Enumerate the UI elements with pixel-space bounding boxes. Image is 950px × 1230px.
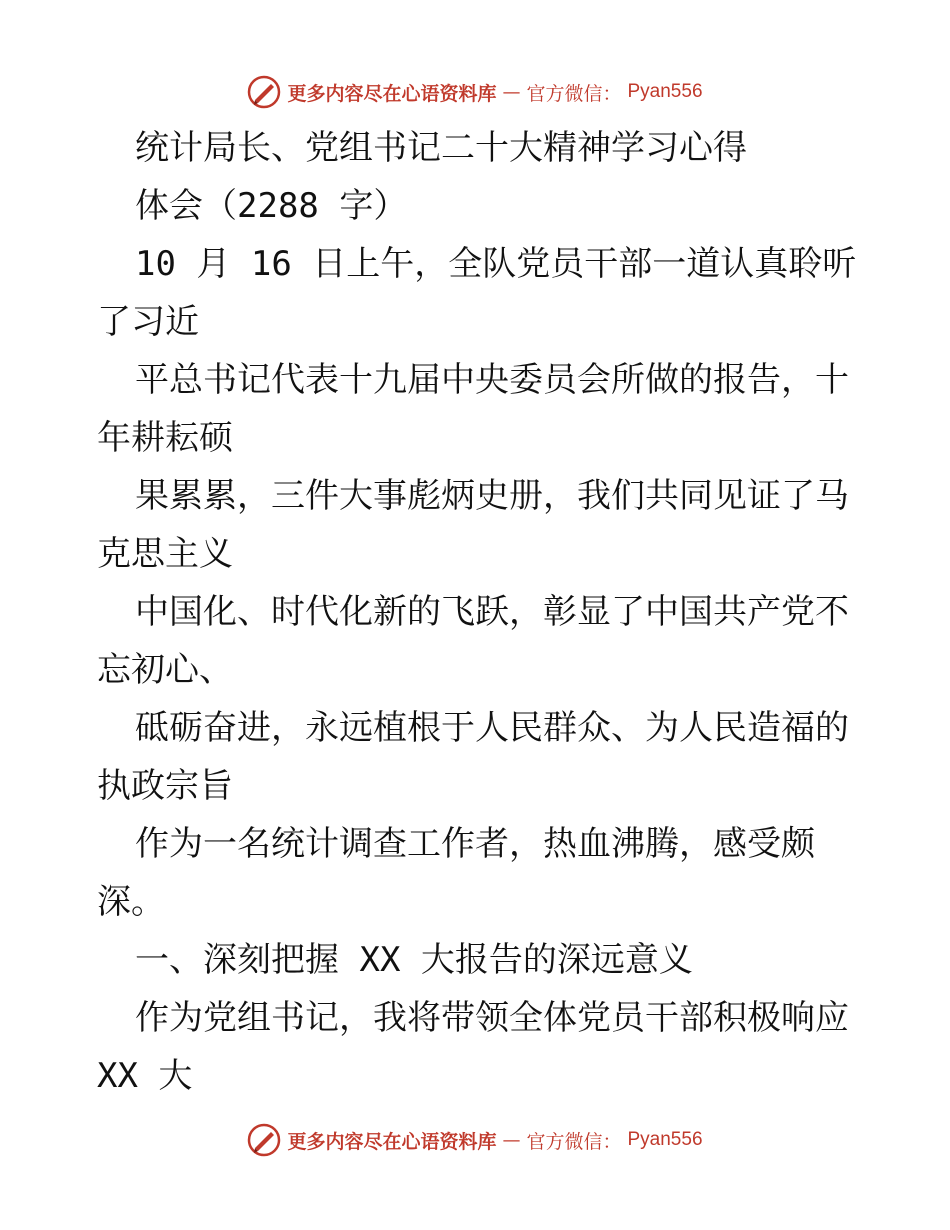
paragraph-line: XX 大 [97, 1056, 193, 1096]
banner-dash: — [502, 81, 521, 103]
banner-brand-text: 更多内容尽在心语资料库 [287, 1130, 497, 1153]
banner-dash: — [502, 1129, 521, 1151]
paragraph-line: 10 月 16 日上午，全队党员干部一道认真聆听 [135, 244, 857, 284]
quill-logo-icon [247, 1123, 281, 1157]
paragraph-line: 克思主义 [97, 534, 233, 574]
paragraph-line: 年耕耘硕 [97, 418, 233, 458]
paragraph-line: 果累累，三件大事彪炳史册，我们共同见证了马 [135, 476, 849, 516]
header-banner [0, 72, 950, 112]
paragraph-line: 中国化、时代化新的飞跃，彰显了中国共产党不 [135, 592, 849, 632]
quill-logo-icon [247, 75, 281, 109]
banner-wechat-id: Pyan556 [627, 81, 703, 102]
paragraph-line: 执政宗旨 [97, 766, 233, 806]
paragraph-line: 作为党组书记，我将带领全体党员干部积极响应 [135, 998, 849, 1038]
paragraph-line: 砥砺奋进，永远植根于人民群众、为人民造福的 [135, 708, 849, 748]
paragraph-line: 深。 [97, 882, 165, 922]
document-title-line-1: 统计局长、党组书记二十大精神学习心得 [135, 128, 747, 168]
footer-banner [0, 1120, 950, 1160]
banner-contact-label: 官方微信： [526, 1130, 622, 1153]
banner-contact-label: 官方微信： [526, 82, 622, 105]
banner-wechat-id: Pyan556 [627, 1129, 703, 1150]
banner-brand-text: 更多内容尽在心语资料库 [287, 82, 497, 105]
paragraph-line: 了习近 [97, 302, 199, 342]
document-title-line-2: 体会（2288 字） [135, 186, 408, 226]
paragraph-line: 作为一名统计调查工作者，热血沸腾，感受颇 [135, 824, 815, 864]
paragraph-line: 忘初心、 [97, 650, 233, 690]
section-heading: 一、深刻把握 XX 大报告的深远意义 [135, 940, 693, 980]
paragraph-line: 平总书记代表十九届中央委员会所做的报告，十 [135, 360, 849, 400]
